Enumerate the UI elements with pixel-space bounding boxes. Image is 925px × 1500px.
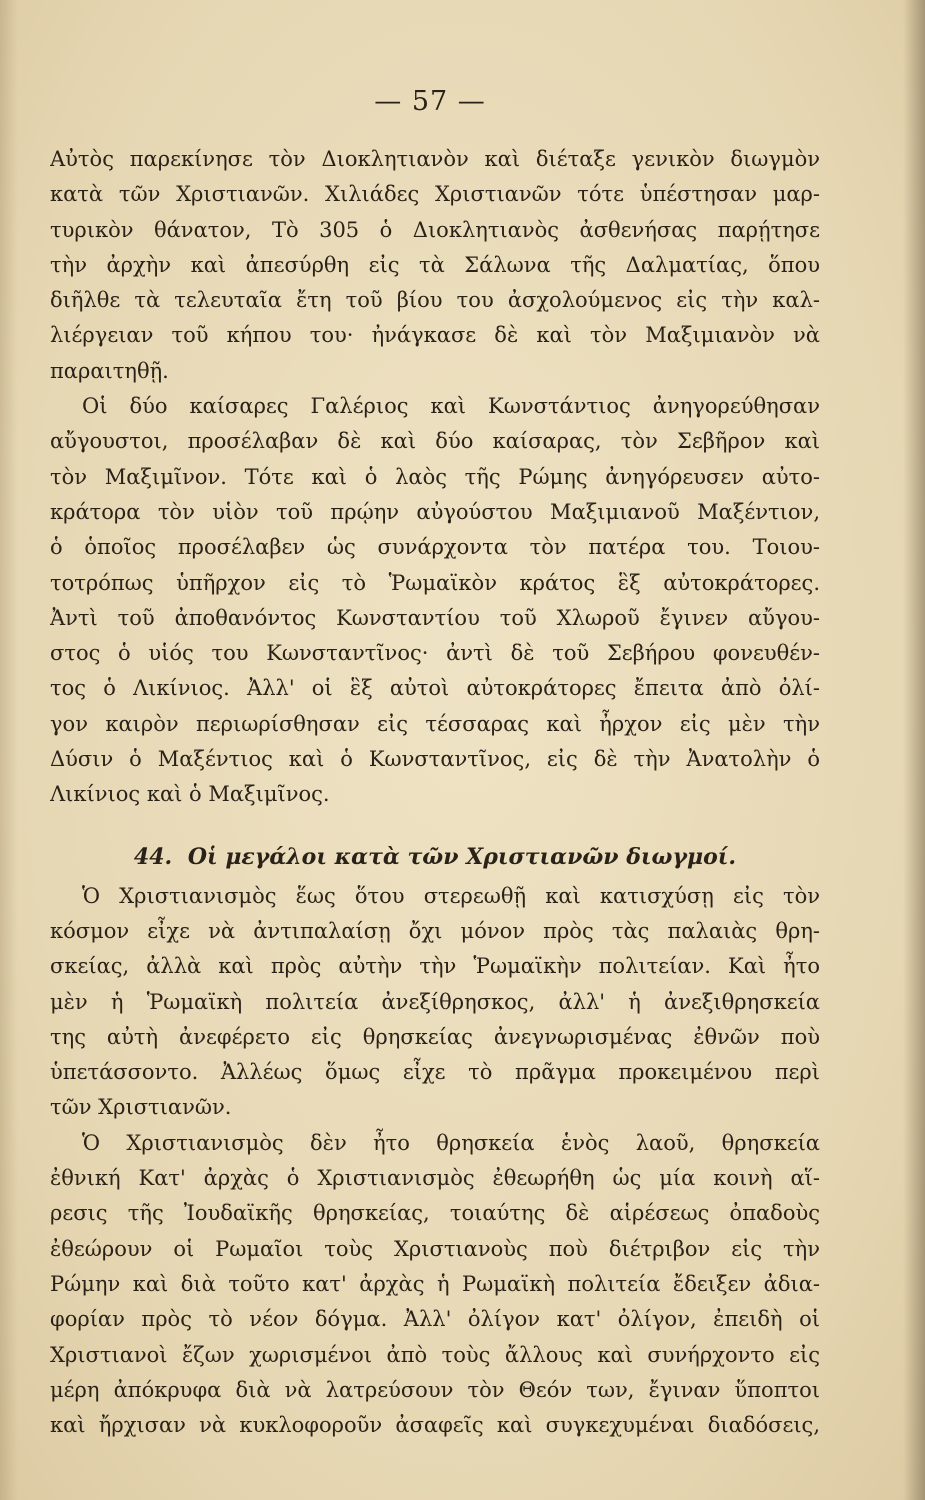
text-line: Αὐτὸς παρεκίνησε τὸν Διοκλητιανὸν καὶ διέταξε γενικὸν διωγμὸν (50, 147, 820, 171)
text-line: παραιτηθῇ. (50, 358, 169, 383)
text-line: τος ὁ Λικίνιος. Ἀλλ' οἱ ἓξ αὐτοὶ αὐτοκράτορες ἔπειτα ἀπὸ ὀλί- (50, 676, 820, 701)
text-line: κράτορα τὸν υἱὸν τοῦ πρῴην αὐγούστου Μαξιμιανοῦ Μαξέντιον, (50, 499, 820, 524)
text-line: τοτρόπως ὑπῆρχον εἰς τὸ Ῥωμαϊκὸν κράτος ἓξ αὐτοκράτορες. (50, 570, 820, 595)
body-text (50, 142, 820, 1443)
text-line: λιέργειαν τοῦ κήπου του· ἠνάγκασε δὲ καὶ τὸν Μαξιμιανὸν νὰ (50, 323, 820, 348)
section-number: 44. (133, 843, 173, 870)
text-line: Ἀντὶ τοῦ ἀποθανόντος Κωνσταντίου τοῦ Χλωροῦ ἔγινεν αὔγου- (50, 605, 820, 630)
text-line: στος ὁ υἱός του Κωνσταντῖνος· ἀντὶ δὲ τοῦ Σεβήρου φονευθέν- (50, 641, 820, 666)
text-line: κόσμον εἶχε νὰ ἀντιπαλαίσῃ ὄχι μόνον πρὸς τὰς παλαιὰς θρη- (50, 918, 820, 943)
text-line: ἐθεώρουν οἱ Ρωμαῖοι τοὺς Χριστιανοὺς ποὺ διέτριβον εἰς τὴν (50, 1236, 820, 1261)
text-line: ρεσις τῆς Ἰουδαϊκῆς θρησκείας, τοιαύτης δὲ αἱρέσεως ὀπαδοὺς (50, 1201, 820, 1226)
text-line: μὲν ἡ Ῥωμαϊκὴ πολιτεία ἀνεξίθρησκος, ἀλλ' ἡ ἀνεξιθρησκεία (50, 989, 820, 1014)
text-line: ἐθνική Κατ' ἀρχὰς ὁ Χριστιανισμὸς ἐθεωρήθη ὡς μία κοινὴ αἵ- (50, 1166, 820, 1191)
text-line: Ὁ Χριστιανισμὸς δὲν ἦτο θρησκεία ἑνὸς λαοῦ, θρησκεία (82, 1130, 820, 1155)
text-line: Οἱ δύο καίσαρες Γαλέριος καὶ Κωνστάντιος ἀνηγορεύθησαν (82, 394, 820, 419)
text-line: σκείας, ἀλλὰ καὶ πρὸς αὐτὴν τὴν Ῥωμαϊκὴν πολιτείαν. Καὶ ἦτο (50, 954, 820, 979)
text-line: αὔγουστοι, προσέλαβαν δὲ καὶ δύο καίσαρας, τὸν Σεβῆρον καὶ (50, 429, 820, 454)
text-line: διῆλθε τὰ τελευταῖα ἔτη τοῦ βίου του ἀσχολούμενος εἰς τὴν καλ- (50, 288, 820, 313)
text-line: κατὰ τῶν Χριστιανῶν. Χιλιάδες Χριστιανῶν τότε ὑπέστησαν μαρ- (50, 182, 820, 207)
text-line: Ὁ Χριστιανισμὸς ἕως ὅτου στερεωθῇ καὶ κατισχύσῃ εἰς τὸν (82, 883, 820, 908)
text-line: γον καιρὸν περιωρίσθησαν εἰς τέσσαρας καὶ ἦρχον εἰς μὲν τὴν (50, 711, 820, 736)
text-line: φορίαν πρὸς τὸ νέον δόγμα. Ἀλλ' ὀλίγον κατ' ὀλίγον, ἐπειδὴ οἱ (50, 1307, 820, 1332)
text-line: Χριστιανοὶ ἔζων χωρισμένοι ἀπὸ τοὺς ἄλλους καὶ συνήρχοντο εἰς (50, 1342, 820, 1367)
text-line: τὸν Μαξιμῖνον. Τότε καὶ ὁ λαὸς τῆς Ρώμης ἀνηγόρευσεν αὐτο- (50, 464, 820, 489)
section-heading (50, 835, 820, 879)
page-number: — 57 — (374, 86, 486, 117)
text-line: της αὐτὴ ἀνεφέρετο εἰς θρησκείας ἀνεγνωρισμένας ἐθνῶν ποὺ (50, 1024, 820, 1049)
text-line: ὑπετάσσοντο. Ἀλλέως ὅμως εἶχε τὸ πρᾶγμα προκειμένου περὶ (50, 1060, 820, 1085)
heading-spacer (50, 813, 820, 835)
text-line: ὁ ὁποῖος προσέλαβεν ὡς συνάρχοντα τὸν πατέρα του. Τοιου- (50, 535, 820, 560)
page-edge-shadow (903, 0, 925, 1500)
text-line: Ρώμην καὶ διὰ τοῦτο κατ' ἀρχὰς ἡ Ρωμαϊκὴ πολιτεία ἔδειξεν ἀδια- (50, 1271, 820, 1296)
section-title: Οἱ μεγάλοι κατὰ τῶν Χριστιανῶν διωγμοί. (187, 843, 737, 870)
text-line: τῶν Χριστιανῶν. (50, 1095, 232, 1120)
spine-shadow (0, 0, 18, 1500)
paragraph-group-1 (50, 142, 820, 813)
text-line: μέρη ἀπόκρυφα διὰ νὰ λατρεύσουν τὸν Θεόν των, ἔγιναν ὕποπτοι (50, 1377, 820, 1402)
text-line: Δύσιν ὁ Μαξέντιος καὶ ὁ Κωνσταντῖνος, εἰς δὲ τὴν Ἀνατολὴν ὁ (50, 747, 820, 772)
text-line: τυρικὸν θάνατον, Τὸ 305 ὁ Διοκλητιανὸς ἀσθενήσας παρῄτησε (50, 217, 820, 242)
text-line: τὴν ἀρχὴν καὶ ἀπεσύρθη εἰς τὰ Σάλωνα τῆς Δαλματίας, ὅπου (50, 252, 820, 277)
text-line: Λικίνιος καὶ ὁ Μαξιμῖνος. (50, 782, 330, 807)
text-line: καὶ ἤρχισαν νὰ κυκλοφοροῦν ἀσαφεῖς καὶ συγκεχυμέναι διαδόσεις, (50, 1413, 820, 1438)
paragraph-group-2 (50, 879, 820, 1444)
